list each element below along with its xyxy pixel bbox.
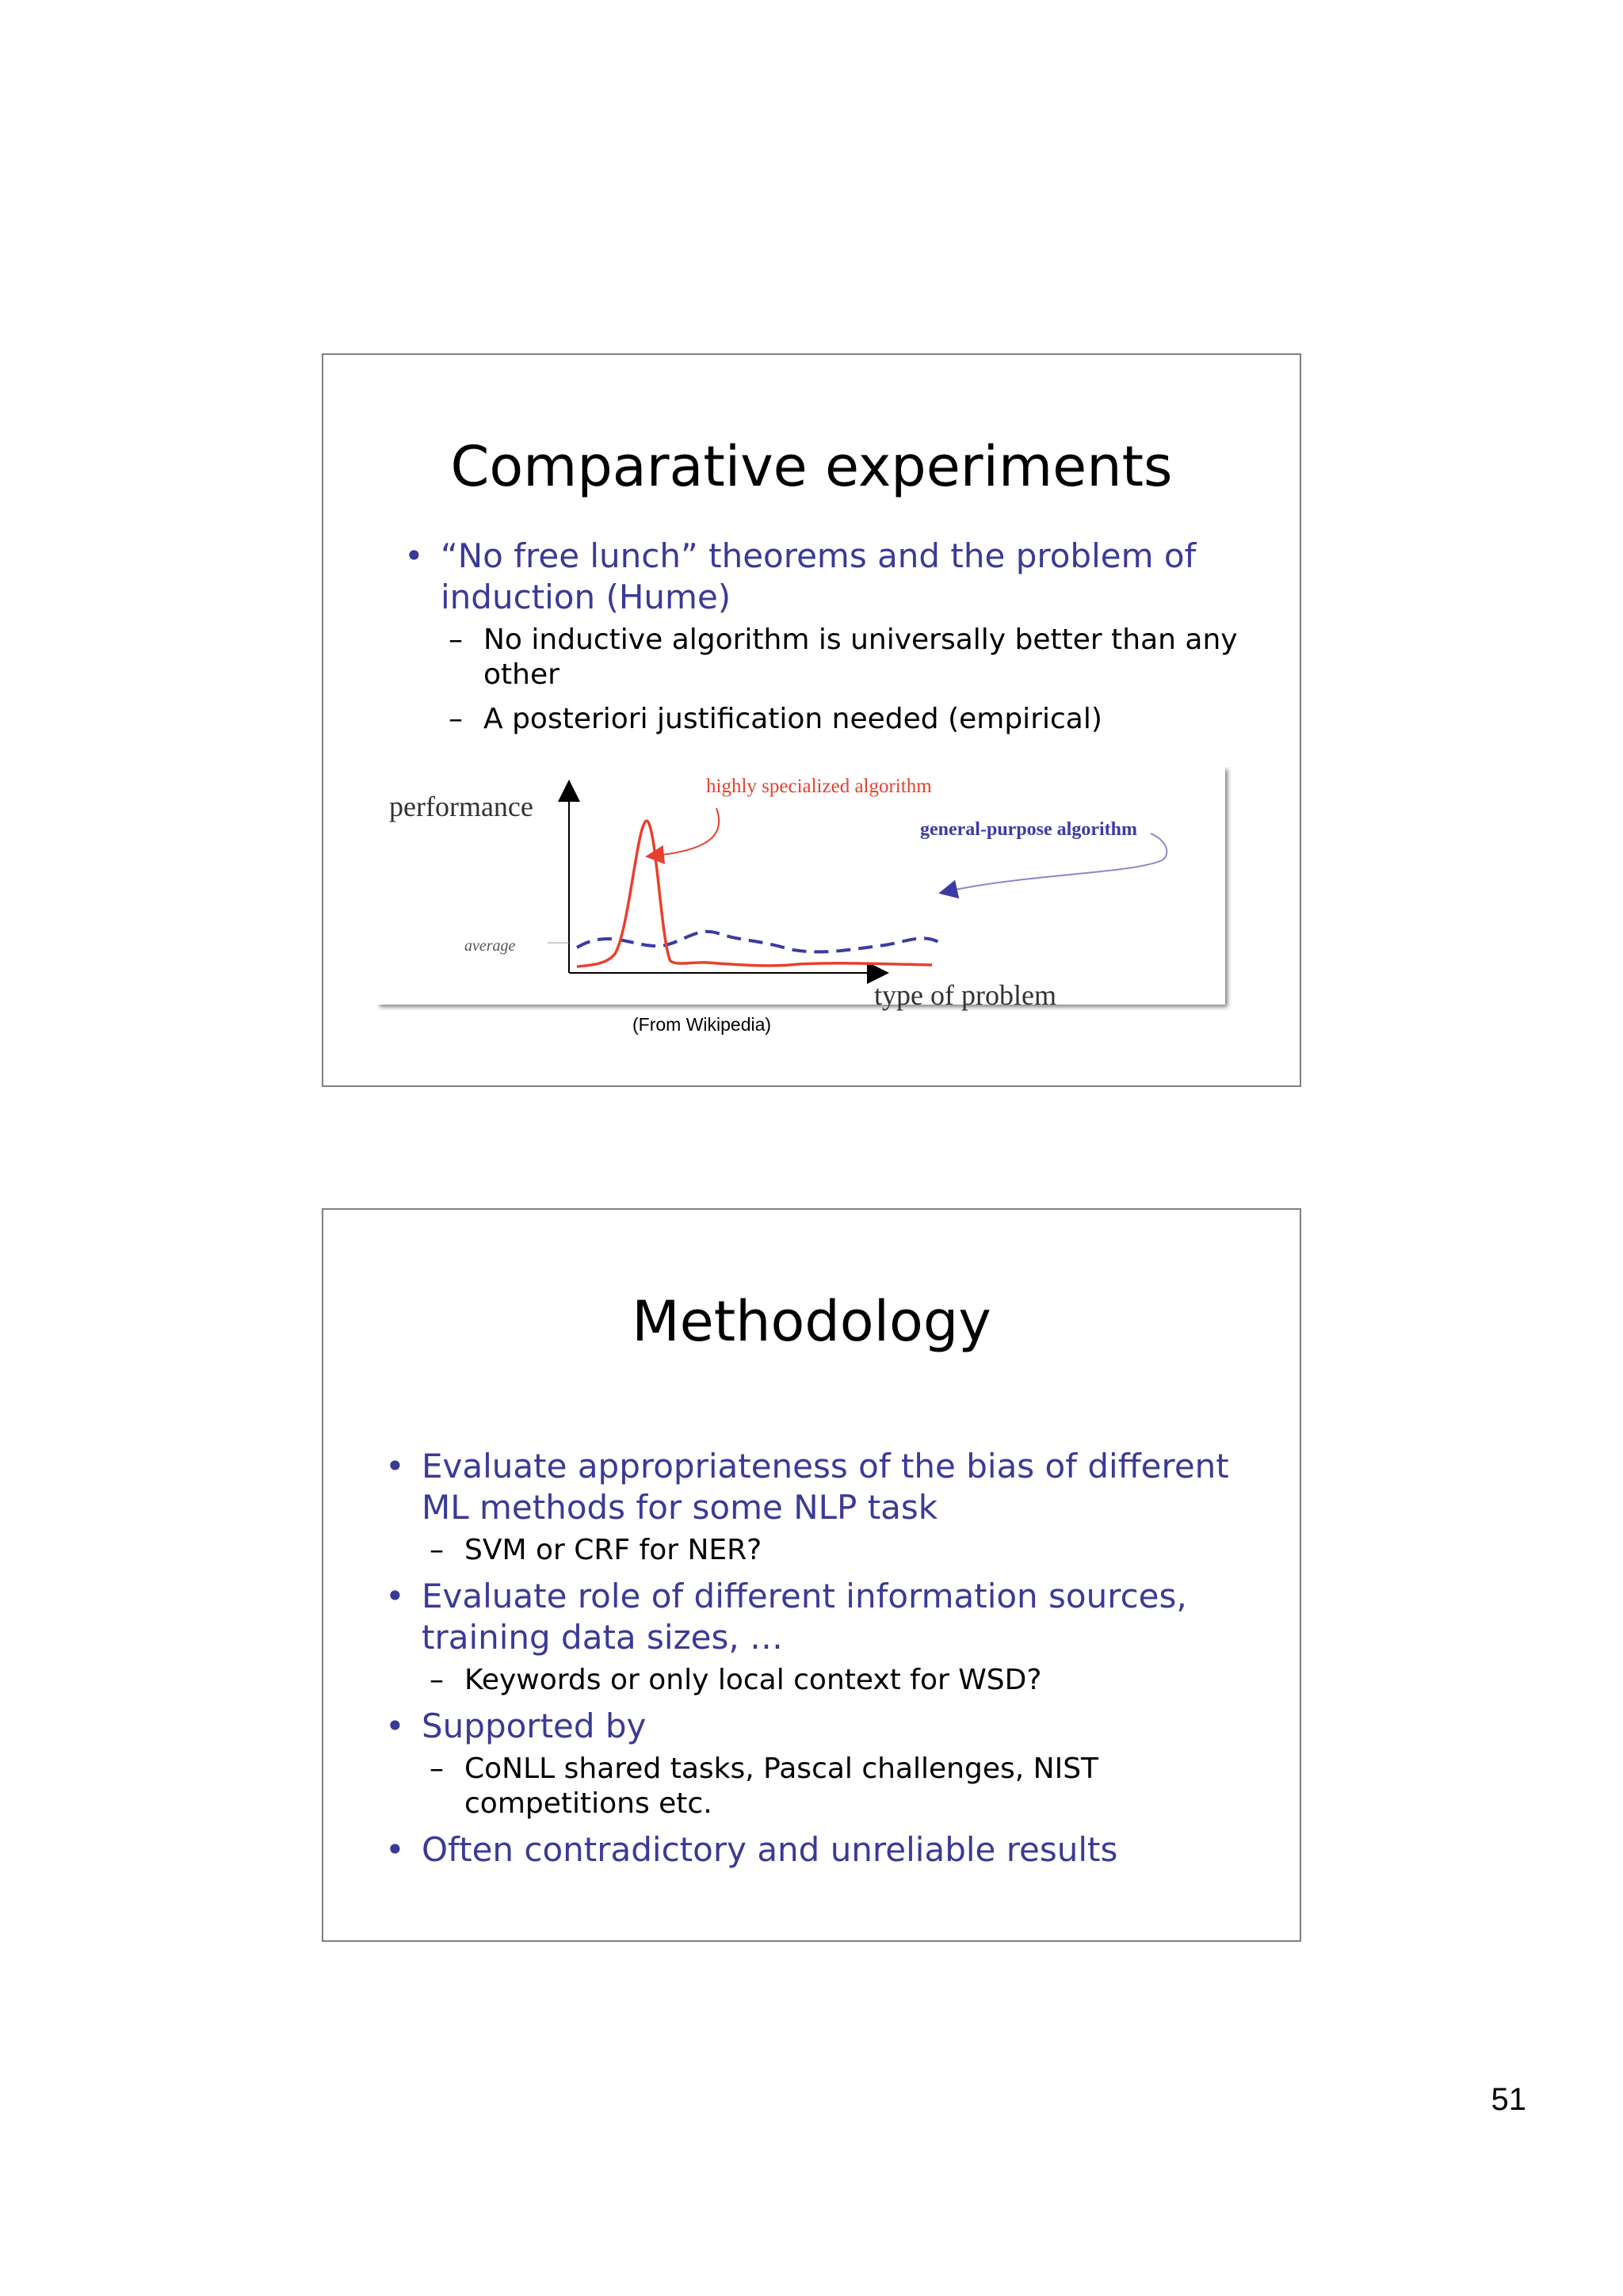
sub-bullet-item: – SVM or CRF for NER?: [385, 1533, 1257, 1568]
bullet-item: • Evaluate role of different information sources, training data sizes, …: [385, 1576, 1257, 1658]
slide-title: Comparative experiments: [450, 434, 1173, 499]
sub-bullet-item: – A posteriori justification needed (empirical): [404, 702, 1244, 737]
slide-title: Methodology: [632, 1289, 991, 1354]
page-number: 51: [1491, 2082, 1526, 2117]
sub-bullet-item: – No inductive algorithm is universally better than any other: [404, 623, 1244, 692]
slide-methodology: [322, 1208, 1301, 1942]
specialized-label: highly specialized algorithm: [706, 776, 932, 797]
bullet-item: • “No free lunch” theorems and the problem of induction (Hume): [404, 536, 1244, 618]
bullet-list: [385, 1440, 1257, 1875]
figure-caption: (From Wikipedia): [632, 1014, 772, 1035]
average-label: average: [464, 937, 516, 955]
no-free-lunch-figure: [377, 767, 1241, 1020]
bullet-item: • Often contradictory and unreliable results: [385, 1829, 1257, 1871]
sub-bullet-item: – CoNLL shared tasks, Pascal challenges, NIST competitions etc.: [385, 1752, 1257, 1821]
sub-bullet-item: – Keywords or only local context for WSD?: [385, 1663, 1257, 1698]
slide-comparative-experiments: [322, 353, 1301, 1087]
general-label: general-purpose algorithm: [920, 819, 1137, 840]
bullet-item: • Evaluate appropriateness of the bias of different ML methods for some NLP task: [385, 1446, 1257, 1528]
bullet-list: [404, 536, 1244, 746]
x-axis-label: type of problem: [874, 979, 1056, 1011]
bullet-item: • Supported by: [385, 1706, 1257, 1747]
y-axis-label: performance: [389, 791, 533, 822]
